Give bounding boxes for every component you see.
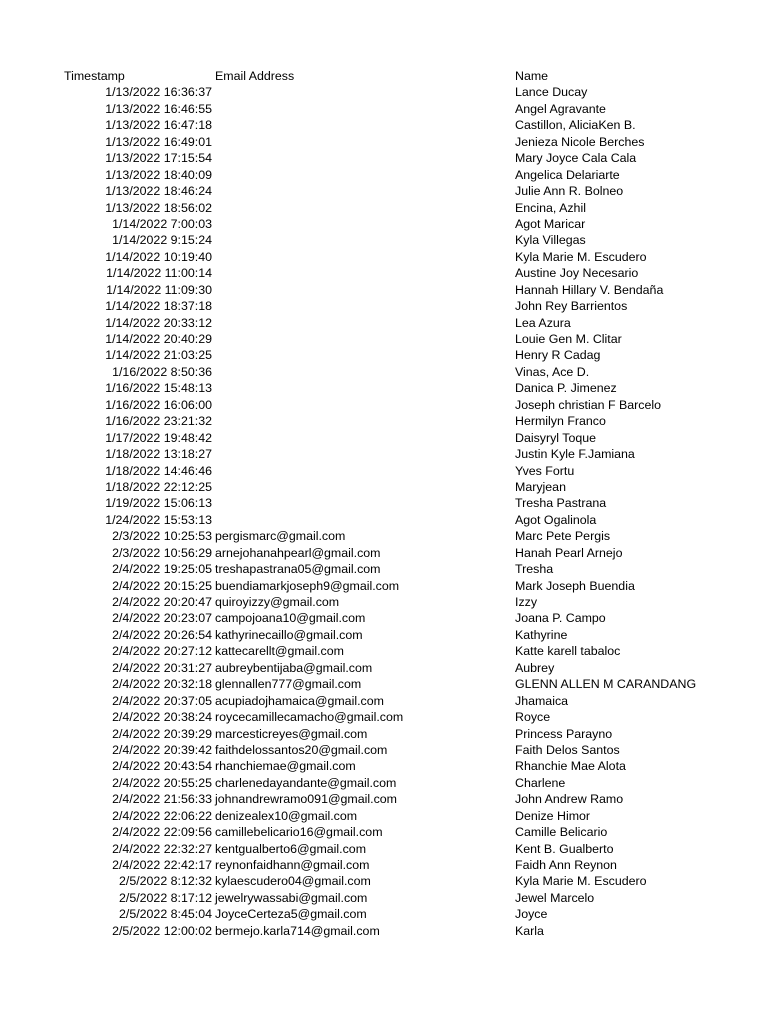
table-row <box>0 183 768 199</box>
name-cell: Karla <box>515 923 544 938</box>
timestamp-cell: 1/14/2022 10:19:40 <box>105 249 212 264</box>
timestamp-cell: 2/4/2022 20:27:12 <box>112 644 212 659</box>
table-row <box>0 134 768 150</box>
timestamp-cell: 1/13/2022 16:36:37 <box>105 85 212 100</box>
name-cell: Lea Azura <box>515 315 571 330</box>
timestamp-cell: 2/4/2022 20:32:18 <box>112 677 212 692</box>
table-row <box>0 331 768 347</box>
timestamp-cell: 2/4/2022 20:23:07 <box>112 611 212 626</box>
timestamp-cell: 1/13/2022 17:15:54 <box>105 151 212 166</box>
timestamp-cell: 2/4/2022 22:06:22 <box>112 808 212 823</box>
email-cell: buendiamarkjoseph9@gmail.com <box>215 578 400 593</box>
name-cell: John Rey Barrientos <box>515 299 628 314</box>
timestamp-cell: 1/16/2022 23:21:32 <box>105 414 212 429</box>
name-cell: Royce <box>515 710 551 725</box>
email-cell: kentgualberto6@gmail.com <box>215 841 367 856</box>
name-cell: Daisyryl Toque <box>515 430 597 445</box>
header-row <box>0 68 768 84</box>
table-row <box>0 594 768 610</box>
email-cell: treshapastrana05@gmail.com <box>215 562 381 577</box>
timestamp-cell: 2/4/2022 20:39:29 <box>112 726 212 741</box>
table-row <box>0 726 768 742</box>
table-row <box>0 676 768 692</box>
table-row <box>0 709 768 725</box>
name-cell: Angelica Delariarte <box>515 167 620 182</box>
table-row <box>0 693 768 709</box>
name-cell: Encina, Azhil <box>515 200 586 215</box>
name-cell: Kyla Marie M. Escudero <box>515 874 647 889</box>
timestamp-cell: 1/14/2022 21:03:25 <box>105 348 212 363</box>
timestamp-cell: 2/4/2022 22:42:17 <box>112 858 212 872</box>
email-cell: faithdelossantos20@gmail.com <box>215 742 388 757</box>
timestamp-cell: 2/4/2022 20:37:05 <box>112 693 212 708</box>
timestamp-cell: 2/4/2022 22:32:27 <box>112 841 212 856</box>
email-cell: camillebelicario16@gmail.com <box>215 825 383 840</box>
email-cell: denizealex10@gmail.com <box>215 808 358 823</box>
name-cell: Camille Belicario <box>515 825 608 840</box>
table-row <box>0 315 768 331</box>
timestamp-cell: 2/5/2022 8:17:12 <box>118 890 212 905</box>
name-cell: Hermilyn Franco <box>515 414 606 429</box>
name-cell: Faidh Ann Reynon <box>515 858 617 872</box>
table-row <box>0 282 768 298</box>
name-cell: Denize Himor <box>515 808 591 823</box>
timestamp-cell: 1/16/2022 16:06:00 <box>105 397 212 412</box>
email-cell: arnejohanahpearl@gmail.com <box>215 545 381 560</box>
table-row <box>0 200 768 216</box>
column-header-name: Name <box>515 69 549 83</box>
table-row <box>0 890 768 906</box>
table-row <box>0 249 768 265</box>
table-row <box>0 627 768 643</box>
email-cell: rhanchiemae@gmail.com <box>215 759 356 774</box>
table-row <box>0 791 768 807</box>
timestamp-cell: 1/17/2022 19:48:42 <box>105 430 212 445</box>
name-cell: Angel Agravante <box>515 101 606 116</box>
name-cell: Tresha <box>515 562 554 577</box>
table-row <box>0 808 768 824</box>
table-row <box>0 265 768 281</box>
email-cell: bermejo.karla714@gmail.com <box>215 923 380 938</box>
table-row <box>0 610 768 626</box>
table-row <box>0 578 768 594</box>
timestamp-cell: 2/3/2022 10:25:53 <box>112 529 212 544</box>
table-row <box>0 413 768 429</box>
timestamp-cell: 2/4/2022 20:39:42 <box>112 742 212 757</box>
timestamp-cell: 1/13/2022 16:47:18 <box>105 118 212 133</box>
name-cell: Hanah Pearl Arnejo <box>515 545 623 560</box>
table-row <box>0 512 768 528</box>
timestamp-cell: 2/4/2022 20:38:24 <box>112 710 212 725</box>
timestamp-cell: 1/19/2022 15:06:13 <box>105 496 212 511</box>
name-cell: Maryjean <box>515 479 566 494</box>
timestamp-cell: 2/4/2022 20:20:47 <box>112 595 212 609</box>
name-cell: Jewel Marcelo <box>515 890 595 905</box>
table-row <box>0 528 768 544</box>
table-row <box>0 364 768 380</box>
table-row <box>0 446 768 462</box>
name-cell: Jenieza Nicole Berches <box>515 134 645 149</box>
table-row <box>0 824 768 840</box>
table-row <box>0 150 768 166</box>
timestamp-cell: 2/4/2022 21:56:33 <box>112 792 212 807</box>
name-cell: Aubrey <box>515 660 555 675</box>
name-cell: Hannah Hillary V. Bendaña <box>515 282 664 297</box>
email-cell: JoyceCerteza5@gmail.com <box>215 907 367 922</box>
table-row <box>0 84 768 100</box>
timestamp-cell: 2/4/2022 19:25:05 <box>112 562 212 577</box>
table-row <box>0 397 768 413</box>
table-row <box>0 906 768 922</box>
table-row <box>0 742 768 758</box>
table-row <box>0 430 768 446</box>
name-cell: Joseph christian F Barcelo <box>515 397 662 412</box>
email-cell: roycecamillecamacho@gmail.com <box>215 710 404 725</box>
timestamp-cell: 1/18/2022 14:46:46 <box>105 463 212 478</box>
table-row <box>0 923 768 939</box>
timestamp-cell: 1/14/2022 11:09:30 <box>106 282 212 297</box>
name-cell: Justin Kyle F.Jamiana <box>515 447 635 462</box>
timestamp-cell: 1/14/2022 11:00:14 <box>106 266 212 281</box>
table-row <box>0 298 768 314</box>
timestamp-cell: 1/13/2022 18:46:24 <box>105 184 212 199</box>
timestamp-cell: 2/3/2022 10:56:29 <box>112 545 212 560</box>
email-cell: reynonfaidhann@gmail.com <box>215 858 370 872</box>
name-cell: Rhanchie Mae Alota <box>515 759 626 774</box>
table-row <box>0 463 768 479</box>
table-row <box>0 857 768 873</box>
table-row <box>0 117 768 133</box>
name-cell: Mark Joseph Buendia <box>515 578 635 593</box>
timestamp-cell: 2/4/2022 22:09:56 <box>112 825 212 840</box>
table-row <box>0 775 768 791</box>
name-cell: Agot Ogalinola <box>515 512 597 527</box>
name-cell: Kent B. Gualberto <box>515 841 614 856</box>
name-cell: Charlene <box>515 775 566 790</box>
email-cell: marcesticreyes@gmail.com <box>215 726 368 741</box>
timestamp-cell: 2/4/2022 20:55:25 <box>112 775 212 790</box>
name-cell: Izzy <box>515 595 538 609</box>
table-body <box>0 84 768 939</box>
timestamp-cell: 2/4/2022 20:26:54 <box>112 627 212 642</box>
timestamp-cell: 1/14/2022 9:15:24 <box>112 233 212 248</box>
timestamp-cell: 1/18/2022 13:18:27 <box>105 447 212 462</box>
name-cell: Kathyrine <box>515 627 568 642</box>
email-cell: pergismarc@gmail.com <box>215 529 346 544</box>
email-cell: acupiadojhamaica@gmail.com <box>215 693 384 708</box>
table-row <box>0 167 768 183</box>
table-row <box>0 660 768 676</box>
name-cell: Marc Pete Pergis <box>515 529 611 544</box>
name-cell: Kyla Villegas <box>515 233 586 248</box>
timestamp-cell: 2/4/2022 20:43:54 <box>112 759 212 774</box>
column-header-timestamp: Timestamp <box>64 69 125 83</box>
timestamp-cell: 2/5/2022 8:45:04 <box>118 907 212 922</box>
table-row <box>0 841 768 857</box>
timestamp-cell: 1/13/2022 16:46:55 <box>105 101 212 116</box>
table-row <box>0 545 768 561</box>
name-cell: Danica P. Jimenez <box>515 381 617 396</box>
table-row <box>0 216 768 232</box>
name-cell: John Andrew Ramo <box>515 792 624 807</box>
email-cell: kylaescudero04@gmail.com <box>215 874 371 889</box>
timestamp-cell: 2/4/2022 20:31:27 <box>112 660 212 675</box>
email-cell: kathyrinecaillo@gmail.com <box>215 627 363 642</box>
table-row <box>0 495 768 511</box>
name-cell: Henry R Cadag <box>515 348 601 363</box>
name-cell: Julie Ann R. Bolneo <box>515 184 624 199</box>
timestamp-cell: 1/16/2022 8:50:36 <box>112 364 212 379</box>
name-cell: Louie Gen M. Clitar <box>515 332 622 346</box>
table-row <box>0 347 768 363</box>
timestamp-cell: 1/13/2022 16:49:01 <box>105 134 212 149</box>
timestamp-cell: 2/5/2022 8:12:32 <box>118 874 212 889</box>
table-row <box>0 561 768 577</box>
email-cell: kattecarellt@gmail.com <box>215 644 344 659</box>
name-cell: Kyla Marie M. Escudero <box>515 249 647 264</box>
name-cell: Joyce <box>515 907 548 922</box>
table-row <box>0 758 768 774</box>
column-header-email: Email Address <box>215 69 295 83</box>
timestamp-cell: 1/18/2022 22:12:25 <box>105 479 212 494</box>
email-cell: campojoana10@gmail.com <box>215 611 366 626</box>
email-cell: johnandrewramo091@gmail.com <box>215 792 398 807</box>
email-cell: jewelrywassabi@gmail.com <box>215 890 368 905</box>
timestamp-cell: 1/16/2022 15:48:13 <box>105 381 212 396</box>
email-cell: charlenedayandante@gmail.com <box>215 775 397 790</box>
timestamp-cell: 1/13/2022 18:40:09 <box>105 167 212 182</box>
email-cell: quiroyizzy@gmail.com <box>215 595 340 609</box>
timestamp-cell: 1/14/2022 7:00:03 <box>112 216 212 231</box>
timestamp-cell: 1/14/2022 20:40:29 <box>105 332 212 346</box>
timestamp-cell: 1/13/2022 18:56:02 <box>105 200 212 215</box>
name-cell: Princess Parayno <box>515 726 613 741</box>
timestamp-cell: 1/24/2022 15:53:13 <box>105 512 212 527</box>
table-row <box>0 101 768 117</box>
name-cell: Castillon, AliciaKen B. <box>515 118 636 133</box>
email-cell: glennallen777@gmail.com <box>215 677 362 692</box>
table-row <box>0 643 768 659</box>
table-row <box>0 380 768 396</box>
name-cell: GLENN ALLEN M CARANDANG <box>515 677 697 692</box>
table-row <box>0 232 768 248</box>
spreadsheet <box>0 68 768 939</box>
name-cell: Mary Joyce Cala Cala <box>515 151 637 166</box>
timestamp-cell: 1/14/2022 18:37:18 <box>105 299 212 314</box>
name-cell: Jhamaica <box>515 693 569 708</box>
timestamp-cell: 2/5/2022 12:00:02 <box>112 923 212 938</box>
name-cell: Joana P. Campo <box>515 611 606 626</box>
timestamp-cell: 1/14/2022 20:33:12 <box>105 315 212 330</box>
timestamp-cell: 2/4/2022 20:15:25 <box>112 578 212 593</box>
name-cell: Yves Fortu <box>515 463 575 478</box>
name-cell: Agot Maricar <box>515 216 586 231</box>
name-cell: Austine Joy Necesario <box>515 266 639 281</box>
table-row <box>0 479 768 495</box>
name-cell: Katte karell tabaloc <box>515 644 621 659</box>
name-cell: Vinas, Ace D. <box>515 364 590 379</box>
table-row <box>0 873 768 889</box>
email-cell: aubreybentijaba@gmail.com <box>215 660 373 675</box>
name-cell: Tresha Pastrana <box>515 496 607 511</box>
name-cell: Faith Delos Santos <box>515 742 620 757</box>
name-cell: Lance Ducay <box>515 85 588 100</box>
